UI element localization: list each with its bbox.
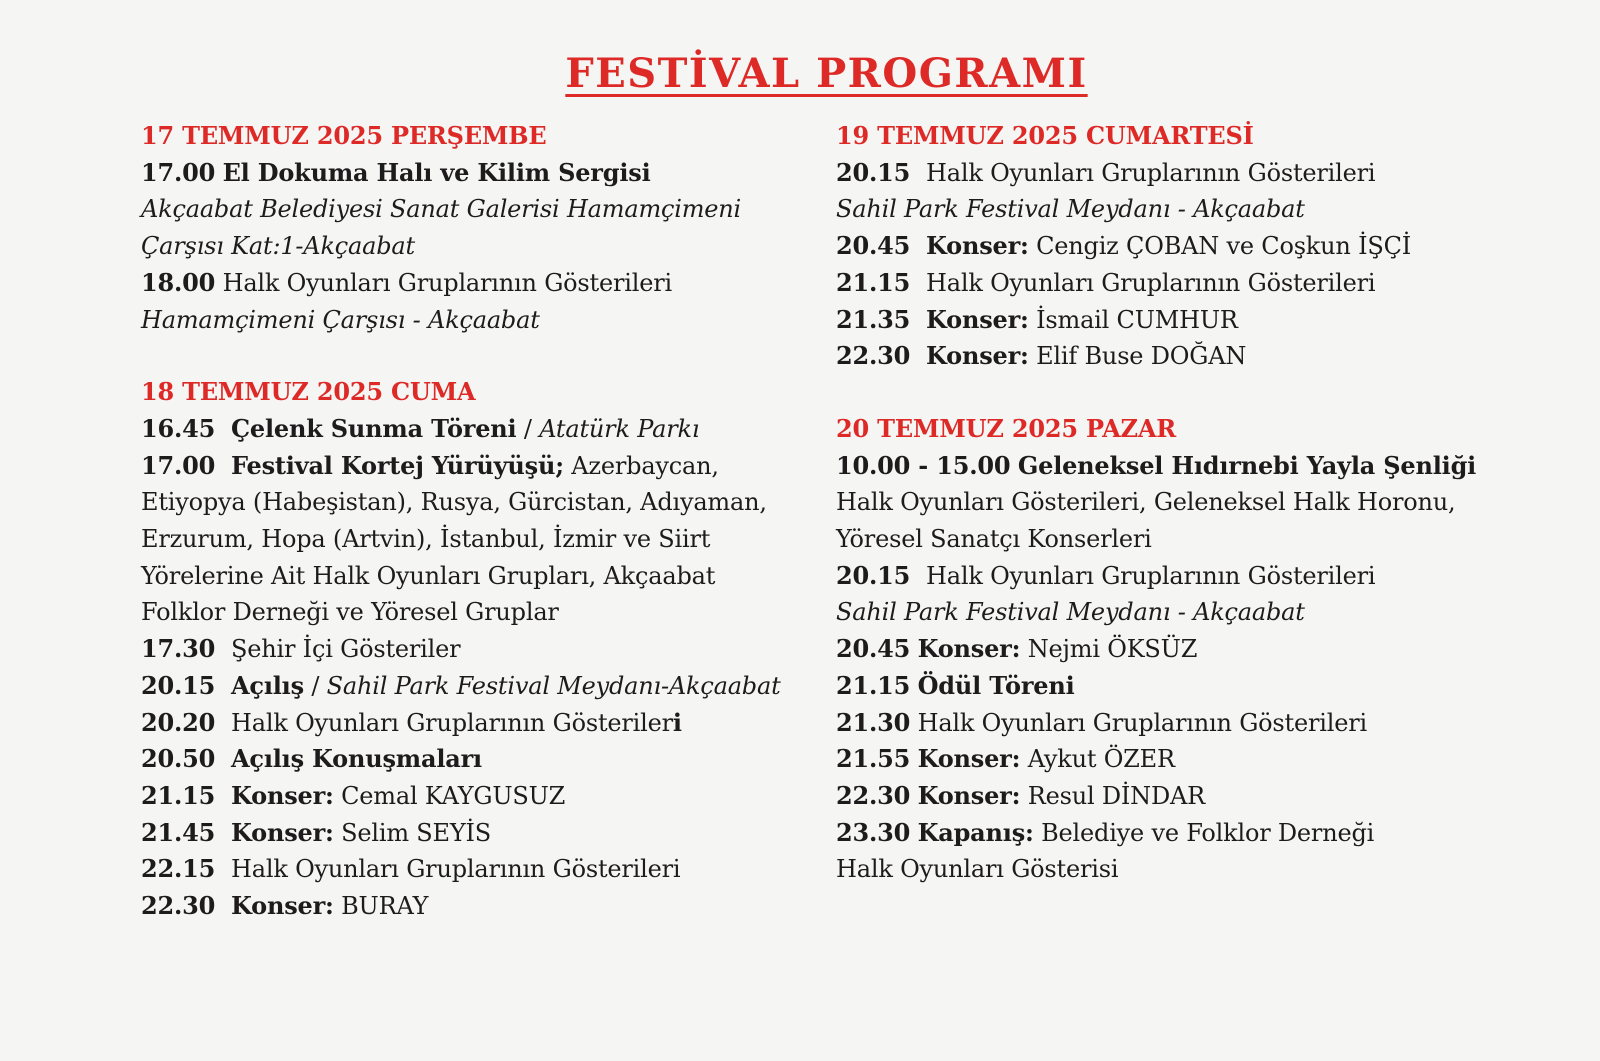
event-time: 18.00 bbox=[141, 267, 216, 297]
event-label: Kapanış: bbox=[917, 817, 1034, 847]
separator: / bbox=[516, 414, 540, 443]
event-text-line: Halk Oyunları Gösterileri, Geleneksel Halk Horonu, bbox=[836, 488, 1456, 517]
event-text: Halk Oyunları Gruplarının Gösterileri bbox=[926, 158, 1376, 187]
event-time: 21.15 bbox=[836, 670, 911, 700]
event-text: Şehir İçi Gösteriler bbox=[231, 635, 461, 664]
event-row bbox=[141, 778, 821, 815]
day-heading-20: 20 TEMMUZ 2025 PAZAR bbox=[836, 413, 1177, 443]
event-row bbox=[836, 741, 1576, 778]
event-row bbox=[836, 155, 1576, 192]
event-place: Çarşısı Kat:1-Akçaabat bbox=[141, 232, 415, 261]
day-heading-19: 19 TEMMUZ 2025 CUMARTESİ bbox=[836, 121, 1254, 150]
event-title: Açılış Konuşmaları bbox=[231, 744, 482, 774]
event-time: 21.15 bbox=[141, 780, 216, 810]
event-text: Belediye ve Folklor Derneği bbox=[1033, 818, 1375, 847]
event-text-line: Erzurum, Hopa (Artvin), İstanbul, İzmir ve Siirt bbox=[141, 525, 711, 554]
event-time: 20.15 bbox=[141, 670, 216, 700]
event-place: Atatürk Parkı bbox=[539, 414, 700, 443]
event-time: 20.20 bbox=[141, 707, 216, 737]
event-row bbox=[141, 741, 821, 778]
event-row bbox=[836, 338, 1576, 375]
event-time: 22.30 bbox=[141, 891, 216, 921]
left-column bbox=[141, 118, 821, 925]
event-text: Halk Oyunları Gruplarının Gösterileri bbox=[926, 268, 1376, 297]
event-row bbox=[836, 778, 1576, 815]
event-row bbox=[141, 155, 821, 192]
event-row bbox=[141, 448, 821, 485]
event-row bbox=[141, 815, 821, 852]
event-time: 23.30 bbox=[836, 817, 911, 847]
event-text: Elif Buse DOĞAN bbox=[1028, 342, 1247, 371]
event-text: Cemal KAYGUSUZ bbox=[333, 781, 566, 810]
event-title: Ödül Töreni bbox=[917, 670, 1075, 700]
event-text: Selim SEYİS bbox=[333, 818, 492, 847]
page-title: FESTİVAL PROGRAMI bbox=[565, 50, 1088, 97]
event-row bbox=[141, 668, 821, 705]
event-label: Konser: bbox=[231, 891, 334, 921]
event-label: Konser: bbox=[917, 634, 1021, 664]
event-label: Konser: bbox=[917, 780, 1021, 810]
event-title: Açılış bbox=[231, 670, 304, 700]
event-time: 20.50 bbox=[141, 744, 216, 774]
event-time: 21.35 bbox=[836, 304, 911, 334]
event-row bbox=[836, 558, 1576, 595]
event-text-line: Folklor Derneği ve Yöresel Gruplar bbox=[141, 598, 559, 627]
event-row bbox=[836, 705, 1576, 742]
event-text: Halk Oyunları Gruplarının Gösterileri bbox=[231, 855, 681, 884]
event-text: Halk Oyunları Gruplarının Gösteriler bbox=[231, 708, 673, 737]
event-text: İsmail CUMHUR bbox=[1028, 305, 1238, 334]
event-text-line: Halk Oyunları Gösterisi bbox=[836, 855, 1119, 884]
event-row bbox=[836, 265, 1576, 302]
event-place: Sahil Park Festival Meydanı - Akçaabat bbox=[836, 195, 1305, 224]
event-row bbox=[141, 265, 821, 302]
event-text: Nejmi ÖKSÜZ bbox=[1020, 635, 1198, 664]
event-time: 21.15 bbox=[836, 267, 911, 297]
event-time: 16.45 bbox=[141, 413, 216, 443]
event-label: Konser: bbox=[231, 780, 334, 810]
event-text-line: Etiyopya (Habeşistan), Rusya, Gürcistan, Adıyaman, bbox=[141, 488, 767, 517]
event-row bbox=[141, 705, 821, 742]
event-row bbox=[836, 302, 1576, 339]
event-text: BURAY bbox=[333, 892, 429, 921]
spacer bbox=[141, 338, 821, 374]
event-time: 20.15 bbox=[836, 157, 911, 187]
event-text-tail: i bbox=[672, 707, 682, 737]
event-text: Halk Oyunları Gruplarının Gösterileri bbox=[926, 561, 1376, 590]
event-title: Geleneksel Hıdırnebi Yayla Şenliği bbox=[1017, 450, 1477, 480]
separator: / bbox=[303, 671, 327, 700]
event-row bbox=[141, 411, 821, 448]
event-text: Cengiz ÇOBAN ve Coşkun İŞÇİ bbox=[1028, 232, 1412, 261]
event-place: Hamamçimeni Çarşısı - Akçaabat bbox=[141, 305, 540, 334]
event-text: Aykut ÖZER bbox=[1020, 745, 1175, 774]
event-time: 20.45 bbox=[836, 231, 911, 261]
event-label: Konser: bbox=[926, 231, 1029, 261]
event-time: 17.00 bbox=[141, 157, 216, 187]
event-row bbox=[836, 668, 1576, 705]
event-text: Halk Oyunları Gruplarının Gösterileri bbox=[910, 708, 1367, 737]
event-label: Konser: bbox=[926, 341, 1029, 371]
event-place: Sahil Park Festival Meydanı-Akçaabat bbox=[326, 671, 781, 700]
event-row bbox=[836, 448, 1576, 485]
event-time: 17.00 bbox=[141, 450, 216, 480]
event-time: 20.15 bbox=[836, 560, 911, 590]
event-time: 21.45 bbox=[141, 817, 216, 847]
event-row bbox=[141, 851, 821, 888]
spacer bbox=[836, 375, 1576, 411]
event-label: Konser: bbox=[231, 817, 334, 847]
event-text-line: Yöresel Sanatçı Konserleri bbox=[836, 525, 1152, 554]
event-time: 22.30 bbox=[836, 341, 911, 371]
event-text: Resul DİNDAR bbox=[1020, 781, 1206, 810]
event-label: Konser: bbox=[926, 304, 1029, 334]
event-time: 20.45 bbox=[836, 634, 911, 664]
event-title: Çelenk Sunma Töreni bbox=[231, 413, 517, 443]
event-time: 21.30 bbox=[836, 707, 911, 737]
event-time: 17.30 bbox=[141, 634, 216, 664]
event-label: Konser: bbox=[917, 744, 1021, 774]
event-time: 22.30 bbox=[836, 780, 911, 810]
day-heading-17: 17 TEMMUZ 2025 PERŞEMBE bbox=[141, 121, 547, 150]
event-place: Akçaabat Belediyesi Sanat Galerisi Hamamçimeni bbox=[141, 195, 742, 224]
event-title: El Dokuma Halı ve Kilim Sergisi bbox=[222, 157, 651, 187]
event-row bbox=[836, 631, 1576, 668]
event-time: 21.55 bbox=[836, 744, 911, 774]
event-row bbox=[141, 631, 821, 668]
right-column bbox=[836, 118, 1576, 888]
event-text-line: Yörelerine Ait Halk Oyunları Grupları, Akçaabat bbox=[141, 561, 716, 590]
event-title: Festival Kortej Yürüyüşü; bbox=[231, 450, 564, 480]
event-time: 10.00 - 15.00 bbox=[836, 450, 1011, 480]
event-row bbox=[836, 228, 1576, 265]
event-row bbox=[836, 815, 1576, 852]
event-row bbox=[141, 888, 821, 925]
event-time: 22.15 bbox=[141, 854, 216, 884]
day-heading-18: 18 TEMMUZ 2025 CUMA bbox=[141, 377, 476, 407]
event-text: Azerbaycan, bbox=[563, 451, 719, 480]
event-text: Halk Oyunları Gruplarının Gösterileri bbox=[222, 268, 672, 297]
event-place: Sahil Park Festival Meydanı - Akçaabat bbox=[836, 598, 1305, 627]
